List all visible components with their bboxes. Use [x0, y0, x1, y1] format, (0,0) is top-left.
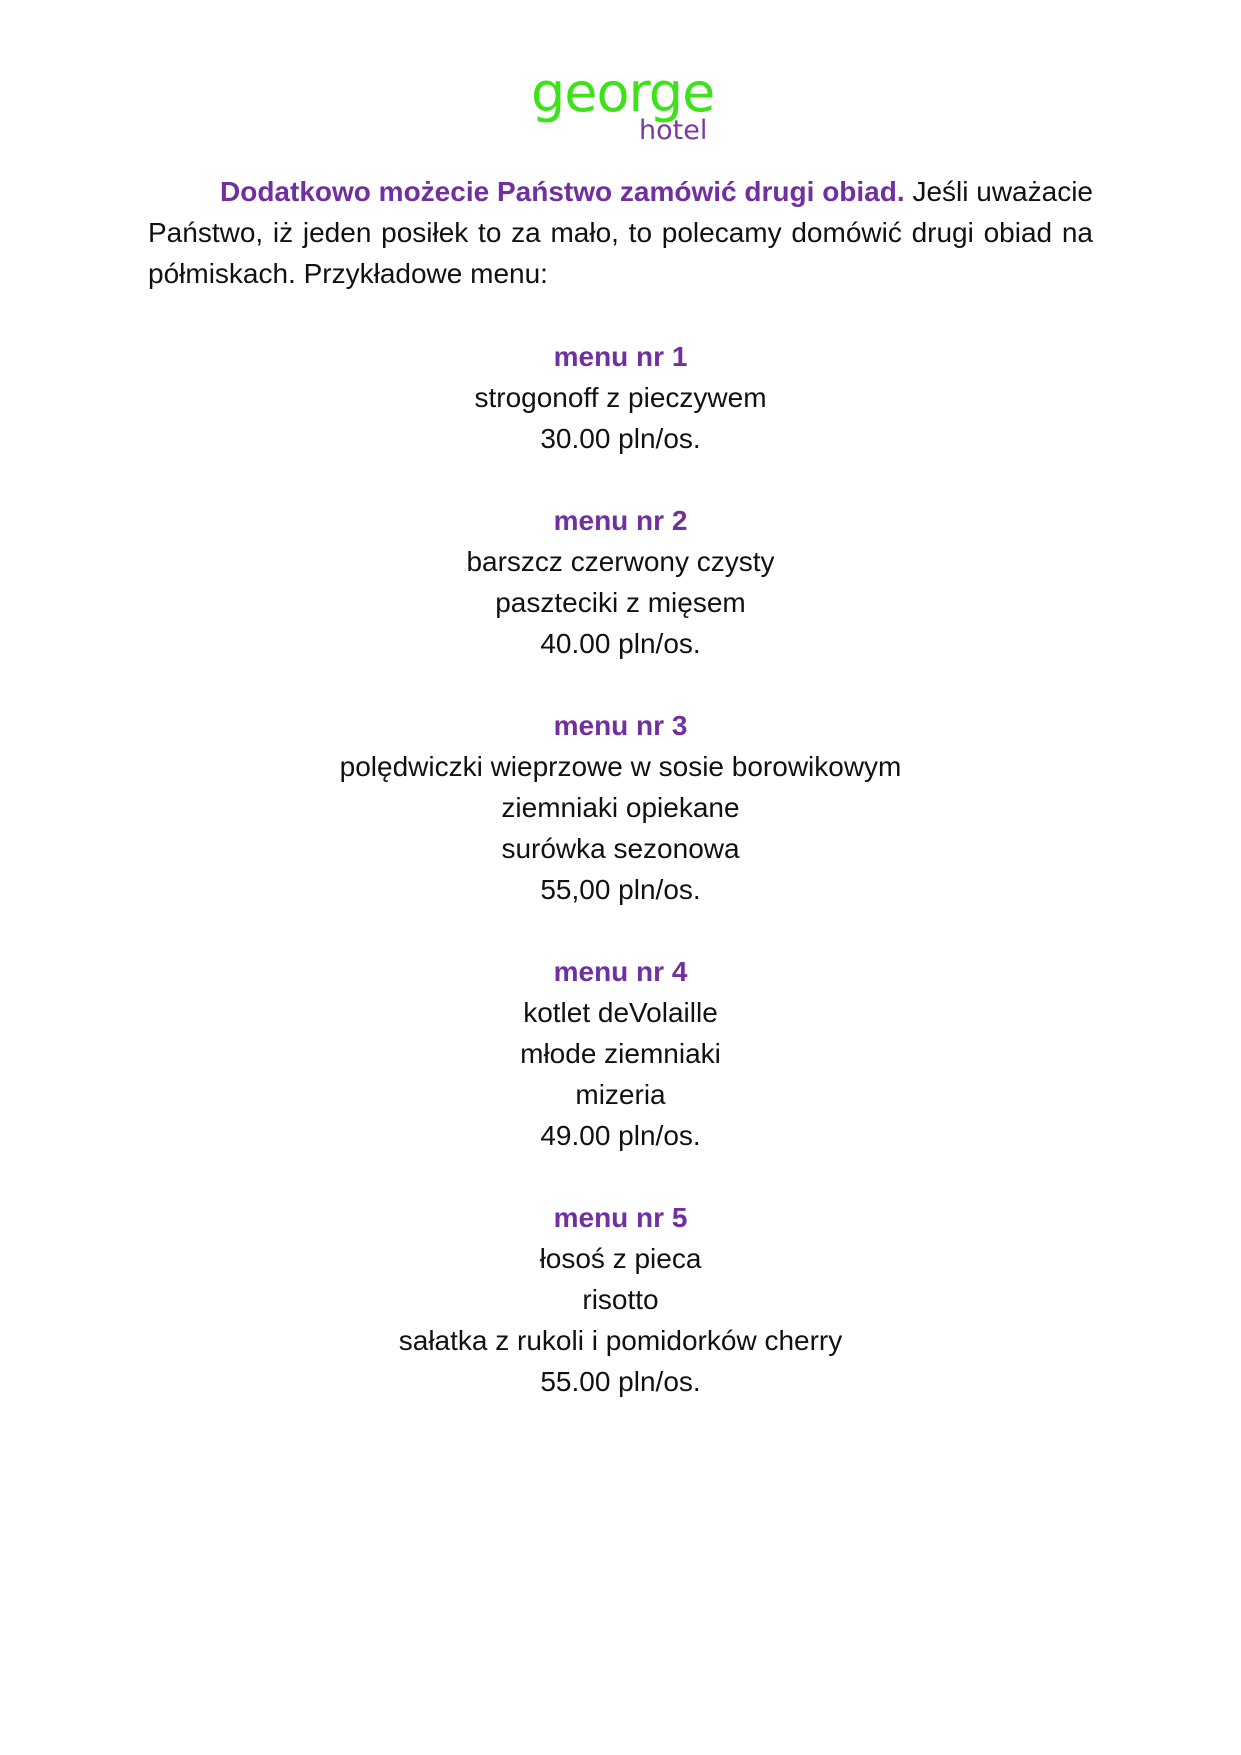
menu-item: mizeria [575, 1079, 666, 1110]
menu-block-1 [148, 336, 1093, 459]
menu-title: menu nr 4 [553, 956, 688, 987]
menu-price: 30.00 pln/os. [540, 423, 701, 454]
menu-item: barszcz czerwony czysty [466, 546, 775, 577]
menu-block-3 [148, 705, 1093, 910]
menu-item: sałatka z rukoli i pomidorków cherry [398, 1325, 843, 1356]
menu-price: 55,00 pln/os. [540, 874, 701, 905]
menu-title: menu nr 3 [553, 710, 688, 741]
menu-title: menu nr 2 [553, 505, 688, 536]
menu-block-2 [148, 500, 1093, 664]
intro-body: Jeśli uważacie Państwo, iż jeden posiłek to za mało, to polecamy domówić drugi obiad na półmiskach. Przykładowe menu: [148, 176, 1093, 289]
intro-lead: Dodatkowo możecie Państwo zamówić drugi obiad. [220, 176, 905, 207]
menu-item: risotto [582, 1284, 659, 1315]
menu-item: polędwiczki wieprzowe w sosie borowikowym [339, 751, 902, 782]
hotel-logo [531, 62, 721, 144]
menu-item: łosoś z pieca [539, 1243, 702, 1274]
menu-item: kotlet deVolaille [523, 997, 718, 1028]
menu-list [148, 336, 1093, 1443]
menu-item: ziemniaki opiekane [501, 792, 740, 823]
menu-item: surówka sezonowa [501, 833, 740, 864]
menu-block-5 [148, 1197, 1093, 1402]
menu-title: menu nr 1 [553, 341, 688, 372]
menu-item: paszteciki z mięsem [495, 587, 746, 618]
logo-brand-text: george [531, 61, 715, 124]
menu-item: młode ziemniaki [520, 1038, 721, 1069]
menu-item: strogonoff z pieczywem [474, 382, 767, 413]
menu-block-4 [148, 951, 1093, 1156]
logo-sub-text: hotel [639, 115, 708, 146]
menu-title: menu nr 5 [553, 1202, 688, 1233]
menu-price: 40.00 pln/os. [540, 628, 701, 659]
menu-price: 49.00 pln/os. [540, 1120, 701, 1151]
intro-paragraph [148, 171, 1093, 294]
menu-price: 55.00 pln/os. [540, 1366, 701, 1397]
